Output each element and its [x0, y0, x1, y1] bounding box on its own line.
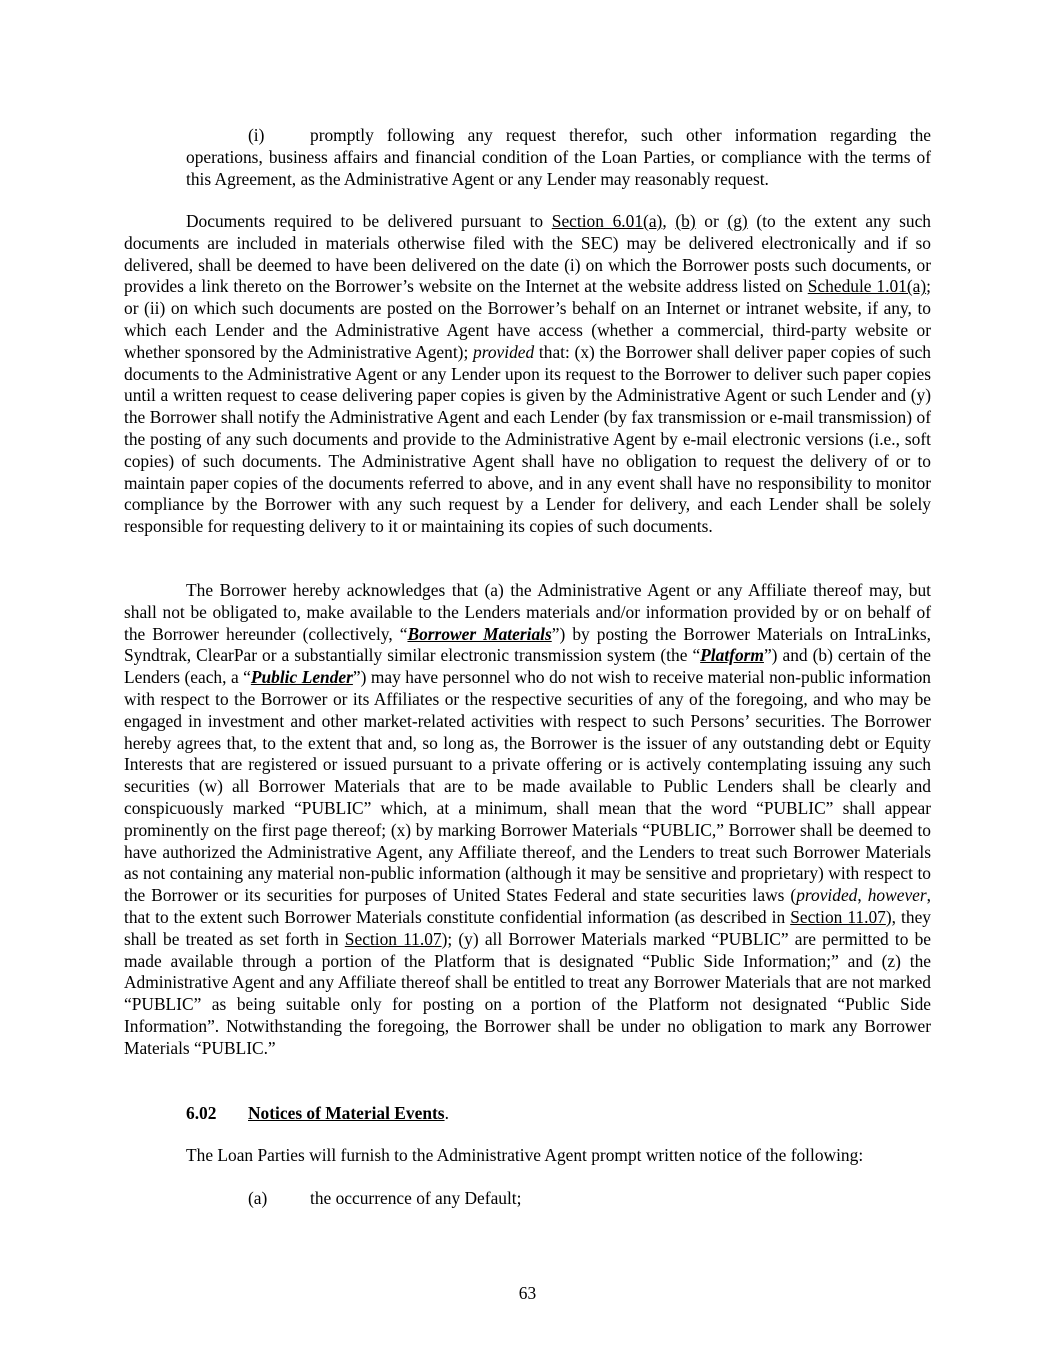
section-number: 6.02 — [186, 1103, 217, 1123]
notice-intro-paragraph: The Loan Parties will furnish to the Administrative Agent prompt written notice of the following: — [186, 1145, 864, 1165]
text-run: ”) may have personnel who do not wish to receive material non-public information with respect to the Borrower or its Affiliates or the respective securities of any of the foregoing, and who may be engaged in investment and other market-related activities with respect to such Persons’ securities. The Borrower hereby agrees that, to the extent that and, so long as, the Borrower is the issuer of any outstanding debt or Equity Interests that are registered or issued pursuant to a private offering or is actively contemplating issuing any such securities (w) all Borrower Materials that are to be made available to Public Lenders shall be clearly and conspicuously marked “PUBLIC” which, at a minimum, shall mean that the word “PUBLIC” shall appear prominently on the first page thereof; (x) by marking Borrower Materials “PUBLIC,” Borrower shall be deemed to have authorized the Administrative Agent, any Affiliate thereof, and the Lenders to treat such Borrower Materials as not containing any material non-public information (although it may be sensitive and proprietary) with respect to the Borrower or its securities for purposes of United States Federal and state securities laws ( — [124, 667, 931, 906]
section-g-reference: (g) — [727, 211, 748, 231]
text-run: The Borrower hereby acknowledges that (a) the Administrative Agent or any Affiliate thereof may, but shall not be obligated to, make available to the Lenders materials and/or information provided by or on behalf of the Borrower hereunder (collectively, “ — [124, 580, 931, 644]
item-a-paragraph — [186, 1188, 931, 1210]
text-run: (to the extent any such documents are included in materials otherwise filed with the SEC) may be delivered electronically and if so delivered, shall be deemed to have been delivered on the date (i) on which the Borrower posts such documents, or provides a link thereto on the Borrower’s website on the Internet at the website address listed on — [124, 211, 932, 297]
item-i-text: promptly following any request therefor, such other information regarding the operations, business affairs and financial condition of the Loan Parties, or compliance with the terms of this Agreement, as the Administrative Agent or any Lender may reasonably request. — [186, 125, 931, 189]
provided-italic: provided — [473, 341, 535, 362]
section-title-period: . — [444, 1103, 449, 1123]
text-run: or — [695, 211, 728, 231]
text-run: that: (x) the Borrower shall deliver paper copies of such documents to the Administrative Agent or any Lender upon its request to the Borrower to deliver such paper copies until a written request to cease delivering paper copies is given by the Administrative Agent or such Lender and (y) the Borrower shall notify the Administrative Agent and each Lender (by fax transmission or e-mail transmission) of the posting of any such documents and provide to the Administrative Agent by e-mail electronic versions (i.e., soft copies) of such documents. The Administrative Agent shall have no obligation to request the delivery of or to maintain paper copies of the documents referred to above, and in any event shall have no responsibility to monitor compliance by the Borrower with any such request by a Lender for delivery, and each Lender shall be solely responsible for requesting delivery to it or maintaining its copies of such documents. — [124, 341, 931, 537]
item-i-number: (i) — [248, 125, 265, 145]
text-run: ”) by posting the Borrower Materials on IntraLinks, Syndtrak, ClearPar or a substantially similar electronic transmission system (the “ — [124, 623, 932, 666]
provided-italic: provided — [796, 885, 858, 906]
section-b-reference: (b) — [675, 211, 696, 231]
section-title: Notices of Material Events — [248, 1103, 445, 1123]
defined-term-borrower-materials: Borrower Materials — [407, 623, 552, 644]
text-run: ”) and (b) certain of the Lenders (each, a “ — [124, 645, 931, 688]
text-run: , that to the extent such Borrower Materials constitute confidential information (as described in — [124, 885, 932, 927]
page-number: 63 — [518, 1283, 537, 1303]
text-run: ; or (ii) on which such documents are posted on the Borrower’s behalf on an Internet or intranet website, if any, to which each Lender and the Administrative Agent have access (whether a commercial, third-party website or whether sponsored by the Administrative Agent); — [124, 276, 931, 362]
text-run: ), they shall be treated as set forth in — [124, 906, 931, 949]
section-11-07-reference: Section 11.07 — [790, 906, 886, 927]
text-run: , — [857, 885, 868, 906]
schedule-1-01a-reference: Schedule 1.01(a) — [807, 276, 927, 297]
documents-delivery-paragraph — [124, 211, 931, 538]
section-6-02-heading — [186, 1102, 449, 1124]
item-a-text: the occurrence of any Default; — [310, 1188, 522, 1208]
text-run: Documents required to be delivered pursuant to — [186, 211, 552, 231]
defined-term-public-lender: Public Lender — [250, 667, 353, 688]
text-run: ); (y) all Borrower Materials marked “PUBLIC” are permitted to be made available through a portion of the Platform that is designated “Public Side Information;” and (z) the Administrative Agent and any Affiliate thereof shall be entitled to treat any Borrower Materials that are not marked “PUBLIC” as being suitable only for posting on a portion of the Platform not designated “Public Side Information”. Notwithstanding the foregoing, the Borrower shall be under no obligation to mark any Borrower Materials “PUBLIC.” — [124, 928, 931, 1058]
defined-term-platform: Platform — [700, 645, 764, 666]
item-i-paragraph — [186, 125, 931, 190]
borrower-materials-paragraph — [124, 580, 931, 1060]
however-italic: however — [867, 885, 927, 906]
section-11-07-reference: Section 11.07 — [344, 928, 442, 949]
item-a-number: (a) — [248, 1188, 268, 1208]
section-6-01a-reference: Section 6.01(a) — [551, 211, 663, 231]
text-run: , — [662, 211, 676, 231]
